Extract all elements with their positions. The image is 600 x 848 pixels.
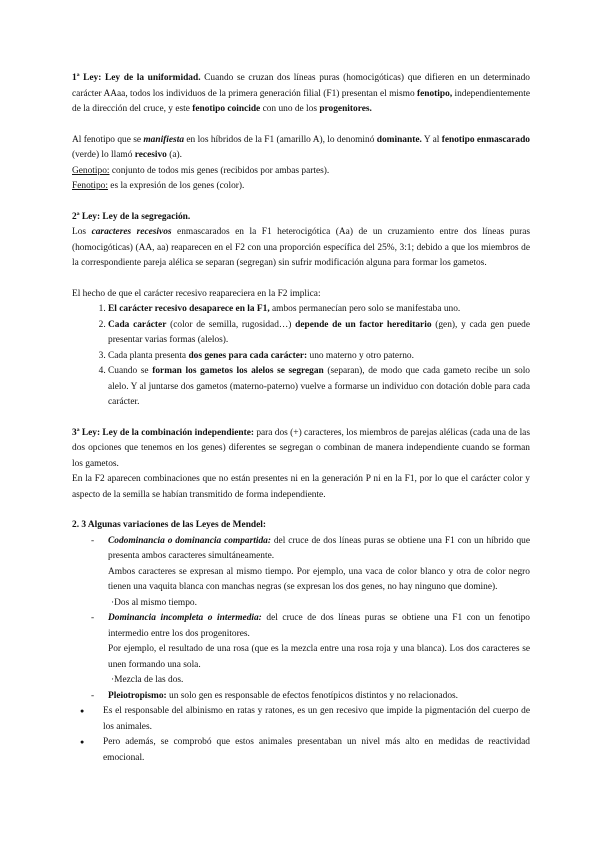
spacer	[72, 118, 530, 133]
spacer	[72, 272, 530, 287]
list-item: - Pleiotropismo: un solo gen es responsable de efectos fenotípicos distintos y no relacionados.	[91, 689, 530, 705]
law2-paragraph: Los caracteres recesivos enmascarados en la F1 heterocigótica (Aa) de un cruzamiento entre dos líneas puras (homocigóticas) (AA, aa) reaparecen en el F2 con una proporción específica del 25%, 3:1; debido a que los miembros de la correspondiente pareja alélica se separan (segregan) sin sufrir modificación alguna para formar los gametos.	[72, 227, 531, 268]
spacer	[72, 195, 530, 210]
list-item: ● Es el responsable del albinismo en ratas y ratones, es un gen recesivo que impide la pigmentación del cuerpo de los animales.	[76, 704, 530, 735]
genotipo-definition: Genotipo: conjunto de todos mis genes (recibidos por ambas partes).	[72, 165, 330, 176]
law3-paragraph-2: En la F2 aparecen combinaciones que no están presentes ni en la generación P ni en la F1, por lo que el carácter color y aspecto de la semilla se habían transmitido de forma independiente.	[72, 474, 530, 500]
pleiotropism-bullets	[72, 704, 530, 766]
implica-paragraph: El hecho de que el carácter recesivo reapareciera en la F2 implica:	[72, 288, 321, 299]
list-item: - Codominancia o dominancia compartida: del cruce de dos líneas puras se obtiene una F1 con un híbrido que presenta ambos caracteres simultáneamente. Ambos caracteres se expresan al mismo tiempo. Por ejemplo, una vaca de color blanco y otra de color negro tienen una vaquita blanca con manchas negras (se expresan los dos genes, no hay ninguno que domine). ·Dos al mismo tiempo.	[91, 534, 530, 612]
fenotipo-definition: Fenotipo: es la expresión de los genes (color).	[72, 181, 245, 191]
list-item: 2. Cada carácter (color de semilla, rugosidad…) depende de un factor hereditario (gen), y cada gen puede presentar varias formas (alelos).	[108, 318, 530, 349]
fenotipo-paragraph: Al fenotipo que se manifiesta en los híbridos de la F1 (amarillo A), lo denominó dominante. Y al fenotipo enmascarado (verde) lo llamó recesivo (a).	[72, 134, 530, 160]
law2-title: 2ª Ley: Ley de la segregación.	[72, 211, 191, 222]
list-item: 1. El carácter recesivo desaparece en la F1, ambos permanecían pero solo se manifestaba uno.	[108, 302, 530, 318]
law1-paragraph: 1ª Ley: Ley de la uniformidad. Cuando se cruzan dos líneas puras (homocigóticas) que difieren en un determinado carácter AAaa, todos los individuos de la primera generación filial (F1) presentan el mismo fenotipo, independientemente de la dirección del cruce, y este fenotipo coincide con uno de los progenitores.	[72, 73, 530, 114]
implications-list	[72, 302, 530, 411]
section-title: 2. 3 Algunas variaciones de las Leyes de Mendel:	[72, 520, 267, 530]
spacer	[72, 411, 530, 426]
law3-paragraph: 3ª Ley: Ley de la combinación independiente: para dos (+) caracteres, los miembros de parejas alélicas (cada una de las dos opciones que tenemos en los genes) diferentes se segregan o combinan de manera independiente cuando se forman los gametos.	[72, 427, 530, 469]
list-item: - Dominancia incompleta o intermedia: del cruce de dos líneas puras se obtiene una F1 con un fenotipo intermedio entre los dos progenitores. Por ejemplo, el resultado de una rosa (que es la mezcla entre una rosa roja y una blanca). Los dos caracteres se unen formando una sola. ·Mezcla de las dos.	[91, 611, 530, 689]
list-item: 4. Cuando se forman los gametos los alelos se segregan (separan), de modo que cada gameto recibe un solo alelo. Y al juntarse dos gametos (materno-paterno) vuelve a formarse un individuo con dotación doble para cada carácter.	[108, 364, 530, 411]
law3-title: 3ª Ley: Ley de la combinación independiente:	[72, 427, 254, 438]
law1-title: 1ª Ley: Ley de la uniformidad.	[72, 73, 201, 83]
list-item: 3. Cada planta presenta dos genes para cada carácter: uno materno y otro paterno.	[108, 349, 530, 365]
list-item: ● Pero además, se comprobó que estos animales presentaban un nivel más alto en medidas de reactividad emocional.	[76, 735, 530, 766]
variations-list	[72, 534, 530, 705]
spacer	[72, 503, 530, 518]
